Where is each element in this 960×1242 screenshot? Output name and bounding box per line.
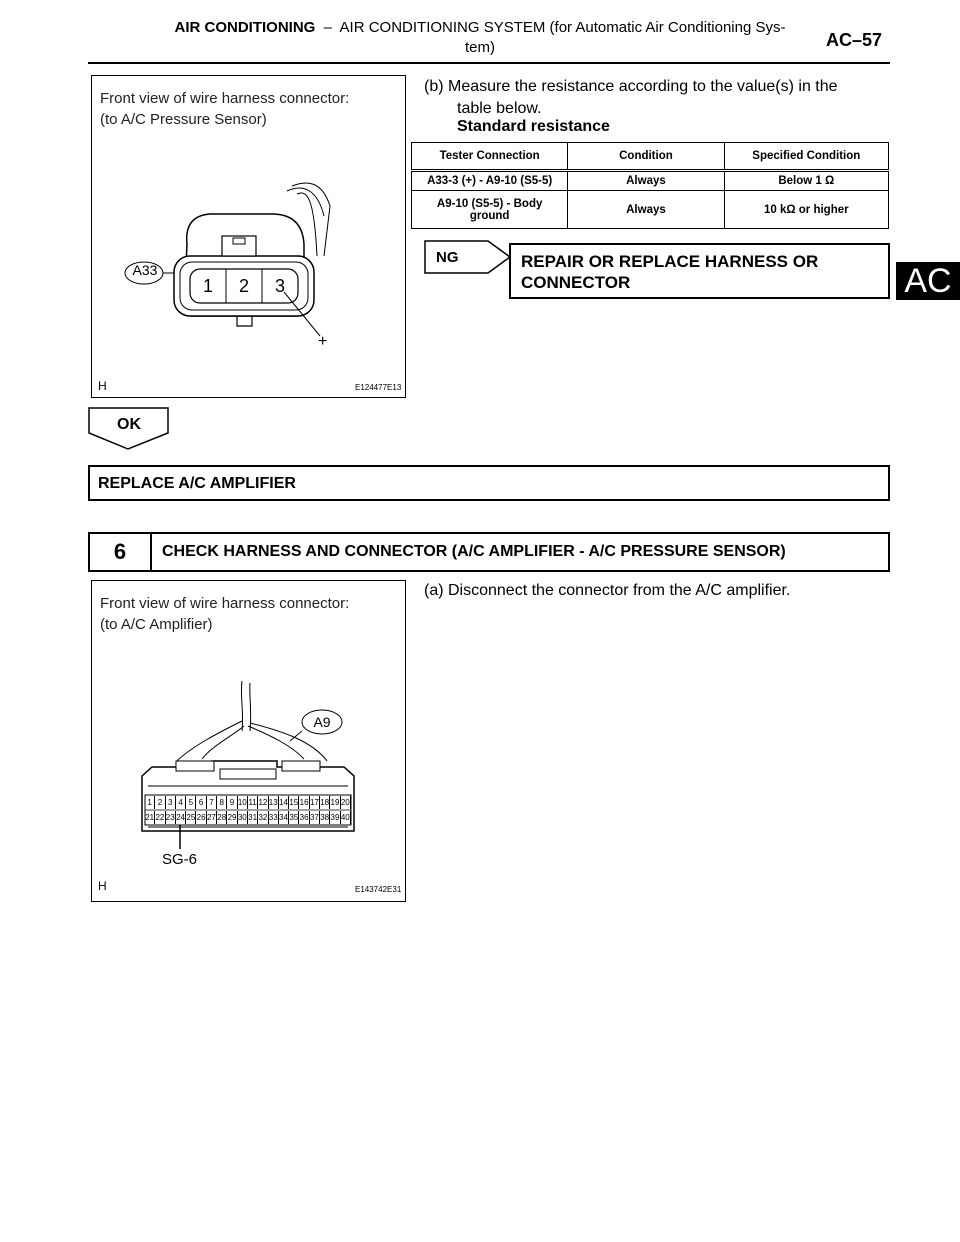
connector-pin: 11 bbox=[248, 798, 257, 807]
step-a-instruction: (a) Disconnect the connector from the A/C amplifier. bbox=[424, 582, 791, 599]
figure-caption: Front view of wire harness connector: (to A/C Amplifier) bbox=[100, 595, 350, 633]
pin-label-sg6: SG-6 bbox=[162, 851, 198, 868]
connector-pin: 32 bbox=[258, 813, 268, 822]
connector-pin: 35 bbox=[289, 813, 299, 822]
connector-pin: 14 bbox=[279, 798, 288, 807]
resistance-table bbox=[411, 142, 889, 229]
header-rule bbox=[88, 62, 890, 64]
connector-pin: 5 bbox=[186, 796, 196, 809]
connector-pin: 4 bbox=[176, 796, 186, 809]
step-number: 6 bbox=[90, 534, 152, 570]
pin-2: 2 bbox=[238, 276, 249, 296]
connector-pin: 34 bbox=[279, 813, 288, 822]
connector-pin: 8 bbox=[217, 796, 227, 809]
connector-pin: 36 bbox=[299, 813, 309, 822]
connector-pin: 40 bbox=[340, 813, 350, 822]
connector-pin: 38 bbox=[320, 813, 330, 822]
figure-caption: Front view of wire harness connector: (to A/C Pressure Sensor) bbox=[100, 90, 350, 128]
connector-pin: 18 bbox=[320, 798, 330, 807]
connector-pin: 25 bbox=[186, 813, 196, 822]
pin-row-top bbox=[145, 796, 351, 809]
connector-pin: 1 bbox=[145, 796, 155, 809]
connector-pin: 27 bbox=[206, 813, 216, 822]
connector-pin: 15 bbox=[289, 798, 299, 807]
table-cell: Below 1 Ω bbox=[724, 171, 888, 191]
table-header: Specified Condition bbox=[724, 143, 888, 171]
table-header-row bbox=[412, 143, 889, 171]
figure-code: E143742E31 bbox=[355, 885, 402, 894]
connector-pin: 3 bbox=[166, 796, 176, 809]
step-6-heading bbox=[88, 532, 890, 572]
connector-pin: 17 bbox=[309, 798, 319, 807]
connector-pin: 39 bbox=[330, 813, 340, 822]
table-header: Condition bbox=[568, 143, 724, 171]
connector-pin: 2 bbox=[155, 796, 165, 809]
connector-pin: 31 bbox=[248, 813, 258, 822]
table-cell: Always bbox=[568, 171, 724, 191]
figure-a33-connector bbox=[91, 75, 406, 398]
connector-label-a9: A9 bbox=[313, 714, 331, 730]
connector-label-a33: A33 bbox=[132, 262, 158, 278]
table-row bbox=[412, 171, 889, 191]
figure-code: E124477E13 bbox=[355, 383, 402, 392]
figure-corner-mark: H bbox=[98, 879, 107, 893]
connector-pin: 24 bbox=[176, 813, 185, 822]
connector-pin: 9 bbox=[227, 796, 237, 809]
connector-pin: 12 bbox=[258, 798, 268, 807]
replace-amplifier-box: REPLACE A/C AMPLIFIER bbox=[88, 465, 890, 501]
table-cell: Always bbox=[568, 191, 724, 229]
connector-pin: 10 bbox=[237, 798, 247, 807]
ng-label: NG bbox=[436, 249, 459, 266]
step-title: CHECK HARNESS AND CONNECTOR (A/C AMPLIFIER - A/C PRESSURE SENSOR) bbox=[162, 543, 786, 560]
connector-pin: 16 bbox=[299, 798, 309, 807]
connector-pin: 29 bbox=[227, 813, 237, 822]
table-header: Tester Connection bbox=[412, 143, 568, 171]
section-tab: AC bbox=[896, 262, 960, 300]
figure-corner-mark: H bbox=[98, 379, 107, 393]
connector-pin: 21 bbox=[145, 813, 155, 822]
ok-label: OK bbox=[117, 416, 141, 433]
header-section: AIR CONDITIONING bbox=[174, 19, 316, 36]
a33-connector-drawing bbox=[92, 76, 404, 396]
header-title-rest: AIR CONDITIONING SYSTEM (for Automatic Air Conditioning Sys- bbox=[339, 19, 786, 36]
standard-resistance-label: Standard resistance bbox=[457, 118, 610, 135]
page-header-title: AIR CONDITIONING – AIR CONDITIONING SYSTEM (for Automatic Air Conditioning Sys- tem) bbox=[150, 18, 810, 58]
pin-1: 1 bbox=[202, 276, 213, 296]
pin-row-bottom bbox=[145, 811, 351, 824]
ng-action-box: REPAIR OR REPLACE HARNESS OR CONNECTOR bbox=[509, 243, 890, 299]
connector-pin: 13 bbox=[268, 798, 278, 807]
connector-pin: 30 bbox=[237, 813, 247, 822]
connector-pin: 7 bbox=[207, 796, 217, 809]
table-cell: A9-10 (S5-5) - Body ground bbox=[412, 191, 568, 229]
connector-pin: 33 bbox=[268, 813, 278, 822]
connector-pin: 28 bbox=[217, 813, 227, 822]
page-number: AC–57 bbox=[826, 30, 883, 50]
connector-pin: 19 bbox=[330, 798, 340, 807]
table-cell: 10 kΩ or higher bbox=[724, 191, 888, 229]
connector-pin: 22 bbox=[155, 813, 165, 822]
connector-pin: 20 bbox=[340, 798, 350, 807]
table-cell: A33-3 (+) - A9-10 (S5-5) bbox=[412, 171, 568, 191]
connector-pin: 26 bbox=[196, 813, 206, 822]
connector-pin: 37 bbox=[309, 813, 319, 822]
table-row bbox=[412, 191, 889, 229]
header-title-wrap: tem) bbox=[465, 39, 495, 56]
pin-3: 3 bbox=[274, 276, 285, 296]
a9-connector-drawing bbox=[92, 581, 404, 899]
connector-pin: 6 bbox=[196, 796, 206, 809]
figure-a9-connector bbox=[91, 580, 406, 902]
connector-pin: 23 bbox=[165, 813, 175, 822]
plus-terminal-label: + bbox=[318, 333, 328, 350]
step-b-instruction: (b) Measure the resistance according to the value(s) in the table below. bbox=[424, 78, 838, 117]
